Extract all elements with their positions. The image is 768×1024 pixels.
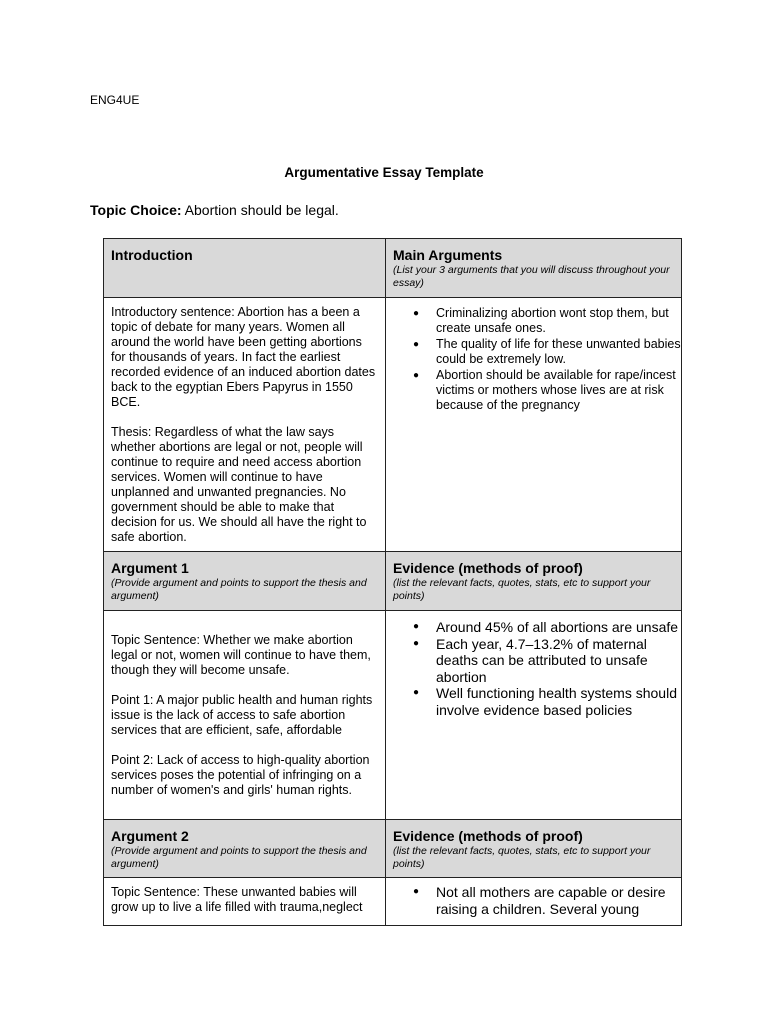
evidence2-list — [386, 878, 681, 917]
evidence1-content-cell — [386, 611, 682, 820]
document-title: Argumentative Essay Template — [284, 165, 484, 180]
intro-header-cell — [104, 239, 386, 298]
arg2-content-row — [104, 878, 682, 926]
main-args-subheader: (List your 3 arguments that you will discuss throughout your essay) — [393, 264, 670, 289]
intro-header: Introduction — [111, 247, 193, 263]
arg2-header: Argument 2 — [111, 828, 189, 844]
arg1-content-row — [104, 611, 682, 820]
list-item: ● Well functioning health systems should involve evidence based policies — [436, 685, 681, 718]
list-item: ● Not all mothers are capable or desire raising a children. Several young — [436, 884, 681, 917]
list-item: ● The quality of life for these unwanted babies could be extremely low. — [436, 337, 681, 368]
evidence2-subheader: (list the relevant facts, quotes, stats, etc to support your points) — [393, 845, 651, 870]
evidence1-header-cell — [386, 552, 682, 611]
list-item: ● Each year, 4.7–13.2% of maternal deaths can be attributed to unsafe abortion — [436, 636, 681, 686]
list-item: ● Around 45% of all abortions are unsafe — [436, 619, 681, 636]
intro-sentence: Introductory sentence: Abortion has a been a topic of debate for many years. Women all around the world have been getting abortions for thousands of years. In fact the earliest recorded evidence of an induced abortion dates back to the egyptian Ebers Papyrus in 1550 BCE. — [111, 305, 376, 409]
evidence2-header: Evidence (methods of proof) — [393, 828, 583, 844]
thesis: Thesis: Regardless of what the law says whether abortions are legal or not, people will continue to require and need access abortion services. Women will continue to have unplanned and unwanted pregnancies. No government should be able to make that decision for us. We should all have the right to safe abortion. — [111, 425, 367, 544]
intro-content-row — [104, 298, 682, 552]
topic-choice — [90, 202, 339, 218]
arg2-header-row — [104, 820, 682, 878]
arg1-subheader: (Provide argument and points to support the thesis and argument) — [111, 577, 367, 602]
course-code: ENG4UE — [90, 93, 140, 107]
arg1-content-cell — [104, 611, 386, 820]
main-args-header: Main Arguments — [393, 247, 503, 263]
evidence2-content-cell — [386, 878, 682, 926]
main-args-list — [386, 298, 681, 414]
arg2-content-cell — [104, 878, 386, 926]
arg2-subheader: (Provide argument and points to support the thesis and argument) — [111, 845, 367, 870]
evidence2-header-cell — [386, 820, 682, 878]
arg2-header-cell — [104, 820, 386, 878]
main-args-content-cell — [386, 298, 682, 552]
essay-template-table — [103, 238, 682, 926]
topic-label: Topic Choice: — [90, 202, 182, 218]
main-args-header-cell — [386, 239, 682, 298]
evidence1-list — [386, 611, 681, 719]
evidence1-subheader: (list the relevant facts, quotes, stats, etc to support your points) — [393, 577, 651, 602]
list-item: ● Abortion should be available for rape/incest victims or mothers whose lives are at risk because of the pregnancy — [436, 368, 681, 414]
topic-value: Abortion should be legal. — [184, 202, 339, 218]
arg1-point2: Point 2: Lack of access to high-quality abortion services poses the potential of infringing on a number of women's and girls' human rights. — [111, 753, 370, 797]
arg1-header-row — [104, 552, 682, 611]
evidence1-header: Evidence (methods of proof) — [393, 560, 583, 576]
arg1-header: Argument 1 — [111, 560, 189, 576]
arg2-topic-sentence: Topic Sentence: These unwanted babies will grow up to live a life filled with trauma,neglect — [111, 885, 363, 914]
intro-content-cell — [104, 298, 386, 552]
list-item: ● Criminalizing abortion wont stop them, but create unsafe ones. — [436, 306, 681, 337]
arg1-topic-sentence: Topic Sentence: Whether we make abortion legal or not, women will continue to have them, though they will become unsafe. — [111, 633, 371, 677]
intro-header-row — [104, 239, 682, 298]
arg1-point1: Point 1: A major public health and human rights issue is the lack of access to safe abortion services that are efficient, safe, affordable — [111, 693, 373, 737]
arg1-header-cell — [104, 552, 386, 611]
